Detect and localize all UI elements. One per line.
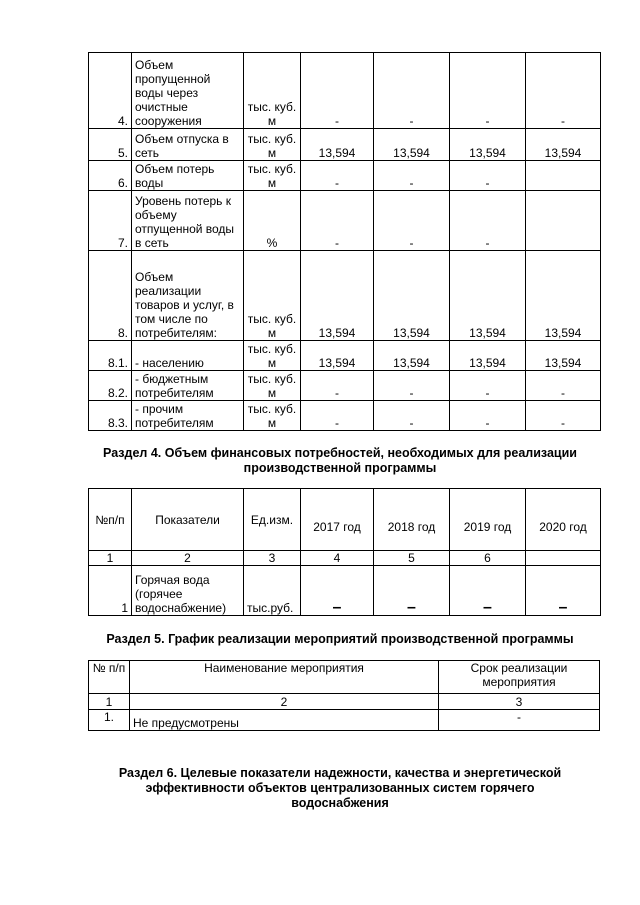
section6-title-line1: Раздел 6. Целевые показатели надежности, качества и энергетической — [118, 766, 562, 780]
table-row — [89, 710, 600, 731]
row-value-2020 — [526, 161, 601, 191]
table-header-row — [89, 489, 601, 551]
row-value-2020: 13,594 — [526, 251, 601, 341]
row-indicator: Объем пропущенной воды через очистные сооружения — [132, 53, 244, 129]
table-row — [89, 401, 601, 431]
row-value-2017: - — [301, 371, 374, 401]
row-indicator: Объем потерь воды — [132, 161, 244, 191]
row-value-2019: - — [450, 191, 526, 251]
row-value-2018: - — [374, 53, 450, 129]
index-cell: 3 — [244, 551, 301, 566]
index-cell — [526, 551, 601, 566]
row-value-2017: 13,594 — [301, 129, 374, 161]
row-unit: тыс. куб. м — [244, 129, 301, 161]
section4-title — [60, 446, 620, 476]
header-2017: 2017 год — [301, 489, 374, 551]
financial-needs-table — [88, 488, 601, 616]
table-index-row — [89, 694, 600, 710]
row-num: 5. — [89, 129, 132, 161]
row-unit: % — [244, 191, 301, 251]
index-cell: 4 — [301, 551, 374, 566]
row-value-2018: - — [374, 161, 450, 191]
row-value-2017: 13,594 — [301, 251, 374, 341]
header-2019: 2019 год — [450, 489, 526, 551]
row-value-2018: - — [374, 371, 450, 401]
row-indicator: - бюджетным потребителям — [132, 371, 244, 401]
activities-schedule-table — [88, 660, 600, 731]
index-cell: 2 — [132, 551, 244, 566]
row-value-2020: - — [526, 371, 601, 401]
row-value-2017: – — [301, 566, 374, 616]
table-row — [89, 371, 601, 401]
row-value-2018: 13,594 — [374, 341, 450, 371]
row-value-2017: - — [301, 53, 374, 129]
row-activity-name: Не предусмотрены — [130, 710, 439, 731]
row-value-2017: 13,594 — [301, 341, 374, 371]
row-value-2018: – — [374, 566, 450, 616]
row-unit: тыс. куб. м — [244, 53, 301, 129]
row-num: 6. — [89, 161, 132, 191]
row-num: 8. — [89, 251, 132, 341]
row-num: 8.2. — [89, 371, 132, 401]
row-value-2019: - — [450, 371, 526, 401]
row-num: 7. — [89, 191, 132, 251]
index-cell: 1 — [89, 694, 130, 710]
row-num: 8.3. — [89, 401, 132, 431]
row-value-2017: - — [301, 161, 374, 191]
table-row — [89, 566, 601, 616]
index-cell: 5 — [374, 551, 450, 566]
row-value-2019: 13,594 — [450, 129, 526, 161]
row-value-2019: 13,594 — [450, 341, 526, 371]
row-value-2019: - — [450, 401, 526, 431]
row-indicator: Объем реализации товаров и услуг, в том числе по потребителям: — [132, 251, 244, 341]
row-value-2018: 13,594 — [374, 251, 450, 341]
table-row — [89, 191, 601, 251]
table-header-row — [89, 661, 600, 694]
row-value-2019: 13,594 — [450, 251, 526, 341]
row-num: 4. — [89, 53, 132, 129]
row-indicator: - населению — [132, 341, 244, 371]
row-unit: тыс.руб. — [244, 566, 301, 616]
table-row — [89, 251, 601, 341]
row-value-2019: - — [450, 53, 526, 129]
row-indicator: - прочим потребителям — [132, 401, 244, 431]
row-unit: тыс. куб. м — [244, 341, 301, 371]
table-row — [89, 341, 601, 371]
table-row — [89, 161, 601, 191]
header-term: Срок реализации мероприятия — [439, 661, 600, 694]
table-index-row — [89, 551, 601, 566]
section5-title: Раздел 5. График реализации мероприятий производственной программы — [106, 632, 574, 646]
section6-title-line3: водоснабжения — [291, 796, 389, 810]
index-cell: 6 — [450, 551, 526, 566]
row-value-2017: - — [301, 401, 374, 431]
header-num: №п/п — [89, 489, 132, 551]
header-unit: Ед.изм. — [244, 489, 301, 551]
section4-title-line1: Раздел 4. Объем финансовых потребностей, необходимых для реализации — [103, 446, 577, 460]
header-2020: 2020 год — [526, 489, 601, 551]
row-unit: тыс. куб. м — [244, 251, 301, 341]
row-value-2020: – — [526, 566, 601, 616]
index-cell: 1 — [89, 551, 132, 566]
row-value-2017: - — [301, 191, 374, 251]
row-indicator: Уровень потерь к объему отпущенной воды в сеть — [132, 191, 244, 251]
row-indicator: Объем отпуска в сеть — [132, 129, 244, 161]
row-value-2020: 13,594 — [526, 341, 601, 371]
row-value-2018: - — [374, 401, 450, 431]
row-unit: тыс. куб. м — [244, 161, 301, 191]
row-value-2018: - — [374, 191, 450, 251]
row-value-2020 — [526, 191, 601, 251]
header-indicator: Показатели — [132, 489, 244, 551]
row-num: 1. — [89, 710, 130, 731]
row-value-2019: – — [450, 566, 526, 616]
row-value-2019: - — [450, 161, 526, 191]
production-volume-table — [88, 52, 601, 431]
section6-title-line2: эффективности объектов централизованных систем горячего — [145, 781, 535, 795]
row-num: 8.1. — [89, 341, 132, 371]
row-value-2020: 13,594 — [526, 129, 601, 161]
index-cell: 2 — [130, 694, 439, 710]
table-row — [89, 129, 601, 161]
row-unit: тыс. куб. м — [244, 371, 301, 401]
header-num: № п/п — [89, 661, 130, 694]
section4-title-line2: производственной программы — [243, 461, 437, 475]
row-value-2018: 13,594 — [374, 129, 450, 161]
row-value-2020: - — [526, 53, 601, 129]
index-cell: 3 — [439, 694, 600, 710]
header-activity-name: Наименование мероприятия — [130, 661, 439, 694]
row-term: - — [439, 710, 600, 731]
section6-title — [60, 766, 620, 811]
row-value-2020: - — [526, 401, 601, 431]
header-2018: 2018 год — [374, 489, 450, 551]
row-num: 1 — [89, 566, 132, 616]
row-unit: тыс. куб. м — [244, 401, 301, 431]
row-indicator: Горячая вода (горячее водоснабжение) — [132, 566, 244, 616]
table-row — [89, 53, 601, 129]
